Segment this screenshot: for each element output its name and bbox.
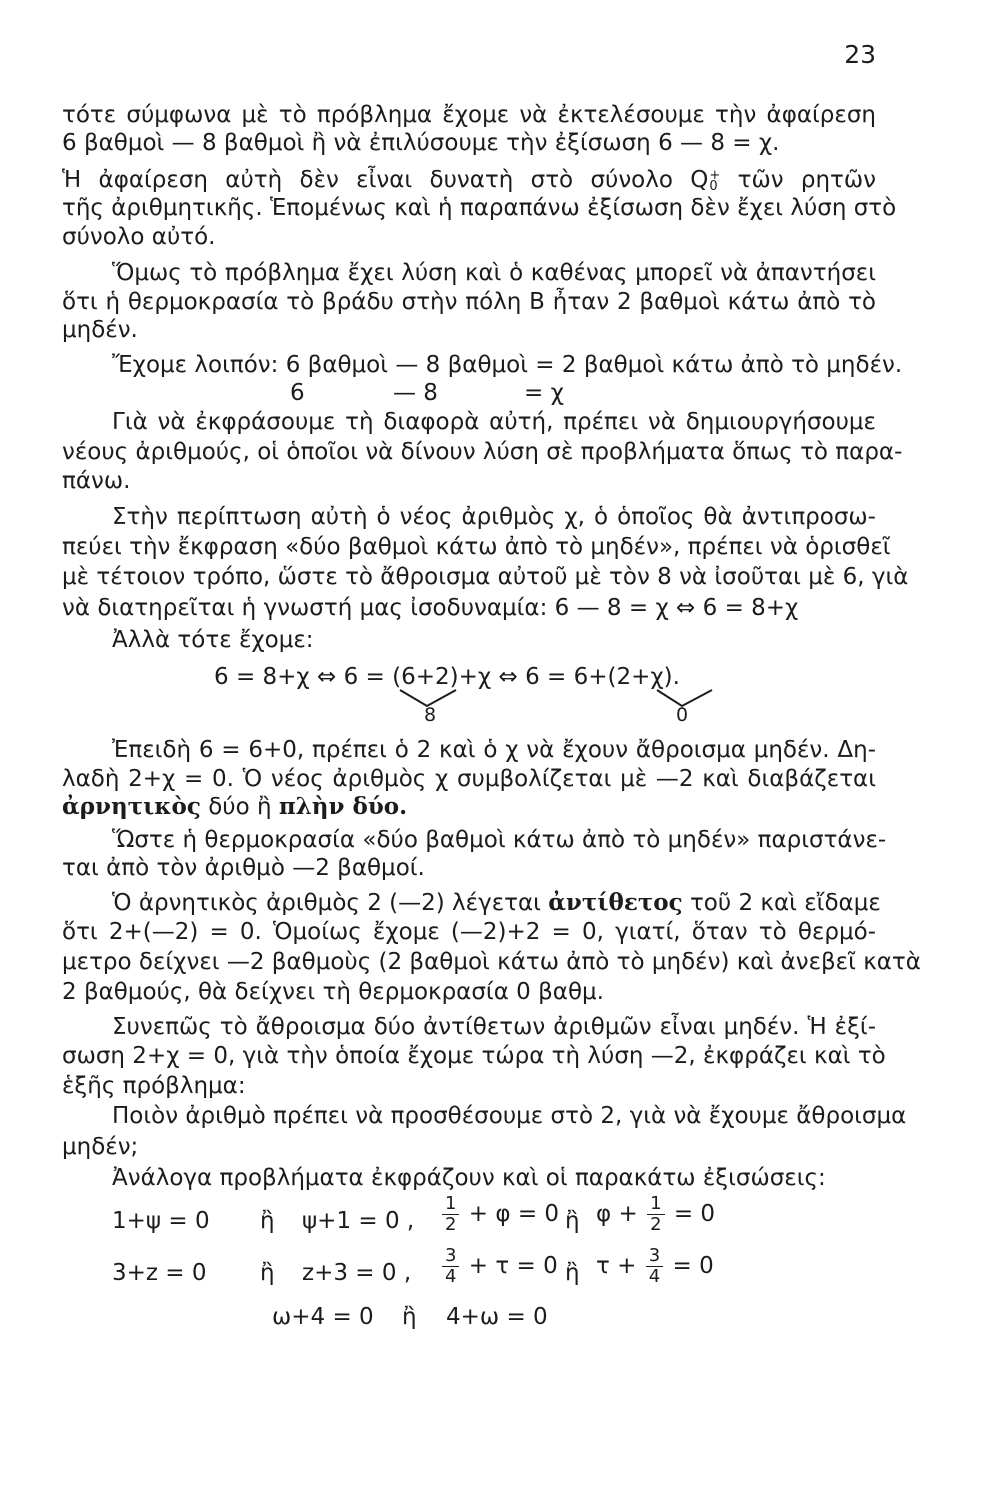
text-line: ὅτι ἡ θερμοκρασία τὸ βράδυ στὴν πόλη Β ἦταν 2 βαθμοὶ κάτω ἀπὸ τὸ (62, 289, 876, 315)
text-line: Ἀλλὰ τότε ἔχομε: (112, 627, 314, 653)
text-line: 2 βαθμούς, θὰ δείχνει τὴ θερμοκρασία 0 βαθμ. (62, 979, 604, 1005)
text-line: τῆς ἀριθμητικῆς. Ἑπομένως καὶ ἡ παραπάνω ἐξίσωση δὲν ἔχει λύση στὸ (62, 195, 897, 221)
equation-tail: = 0 (672, 1253, 714, 1279)
text-line: Γιὰ νὰ ἐκφράσουμε τὴ διαφορὰ αὐτή, πρέπει νὰ δημιουργήσουμε (112, 409, 876, 435)
numerator: 3 (442, 1246, 459, 1267)
equation-tail: + τ = 0 (468, 1253, 558, 1279)
text-line: ται ἀπὸ τὸν ἀριθμὸ —2 βαθμοί. (62, 855, 425, 881)
text-line: πάνω. (62, 468, 131, 494)
text-line: μὲ τέτοιον τρόπο, ὥστε τὸ ἄθροισμα αὐτοῦ μὲ τὸν 8 νὰ ἰσοῦται μὲ 6, γιὰ (62, 564, 909, 590)
text-line: μετρο δείχνει —2 βαθμοὺς (2 βαθμοὶ κάτω ἀπὸ τὸ μηδέν) καὶ ἀνεβεῖ κατὰ (62, 949, 921, 975)
equation: 1+ψ = 0 (112, 1208, 210, 1234)
equation: 3+z = 0 (112, 1260, 207, 1286)
fraction (442, 1246, 459, 1287)
text-line: Ἔχομε λοιπόν: 6 βαθμοὶ — 8 βαθμοὶ = 2 βαθμοὶ κάτω ἀπὸ τὸ μηδέν. (112, 352, 903, 378)
equation-term: — 8 (393, 380, 438, 406)
text-line: Στὴν περίπτωση αὐτὴ ὁ νέος ἀριθμὸς χ, ὁ ὁποῖος θὰ ἀντιπροσω- (112, 504, 876, 530)
or-word: ἢ (260, 1208, 275, 1234)
text-line: λαδὴ 2+χ = 0. Ὁ νέος ἀριθμὸς χ συμβολίζεται μὲ —2 καὶ διαβάζεται (62, 766, 876, 792)
text-line: Ὅμως τὸ πρόβλημα ἔχει λύση καὶ ὁ καθένας μπορεῖ νὰ ἀπαντήσει (112, 260, 876, 286)
set-letter: Q (690, 167, 709, 193)
denominator: 4 (445, 1266, 457, 1287)
denominator: 4 (648, 1266, 661, 1287)
text-line: Ποιὸν ἀριθμὸ πρέπει νὰ προσθέσουμε στὸ 2, γιὰ νὰ ἔχουμε ἄθροισμα (112, 1103, 907, 1129)
equation: ω+4 = 0 (272, 1304, 374, 1330)
equation-line: 6 = 8+χ ⇔ 6 = (6+2)+χ ⇔ 6 = 6+(2+χ). (214, 664, 680, 690)
denominator: 2 (445, 1214, 457, 1235)
equation (596, 1194, 715, 1235)
text-line: σύνολο αὐτό. (62, 224, 216, 250)
text-line: μηδέν. (62, 317, 138, 343)
text-fragment: Ὁ ἀρνητικὸς ἀριθμὸς 2 (—2) λέγεται (112, 890, 541, 916)
or-word: ἢ (565, 1208, 580, 1234)
denominator: 2 (650, 1214, 662, 1235)
equation-head: τ + (596, 1253, 637, 1279)
numerator: 3 (646, 1246, 663, 1267)
set-superscript: + (709, 167, 721, 183)
equation (440, 1246, 558, 1287)
text-line: σωση 2+χ = 0, γιὰ τὴν ὁποία ἔχομε τώρα τὴ λύση —2, ἐκφράζει καὶ τὸ (62, 1043, 886, 1069)
text-fragment: δύο ἢ (208, 794, 272, 820)
equation-term: 6 (290, 380, 305, 406)
equation-head: φ + (596, 1201, 638, 1227)
equation-term: = χ (524, 380, 564, 406)
text-line: Ὥστε ἡ θερμοκρασία «δύο βαθμοὶ κάτω ἀπὸ τὸ μηδέν» παριστάνε- (112, 827, 887, 853)
fraction (646, 1246, 663, 1287)
text-line: πεύει τὴν ἔκφραση «δύο βαθμοὶ κάτω ἀπὸ τὸ μηδέν», πρέπει νὰ ὁρισθεῖ (62, 534, 891, 560)
text-line: 6 βαθμοὶ — 8 βαθμοὶ ἢ νὰ ἐπιλύσουμε τὴν ἐξίσωση 6 — 8 = χ. (62, 130, 780, 156)
text-line: νὰ διατηρεῖται ἡ γνωστή μας ἰσοδυναμία: 6 — 8 = χ ⇔ 6 = 8+χ (62, 595, 799, 621)
text-line: Συνεπῶς τὸ ἄθροισμα δύο ἀντίθετων ἀριθμῶν εἶναι μηδέν. Ἡ ἐξί- (112, 1014, 876, 1040)
equation-tail: = 0 (673, 1201, 716, 1227)
equation: 4+ω = 0 (446, 1304, 548, 1330)
brace-label: 8 (424, 704, 437, 726)
or-word: ἢ (402, 1304, 417, 1330)
text-line (112, 888, 881, 918)
numerator: 1 (647, 1194, 664, 1215)
text-line: νέους ἀριθμούς, οἱ ὁποῖοι νὰ δίνουν λύση σὲ προβλήματα ὅπως τὸ παρα- (62, 439, 903, 465)
text-fragment: τῶν ρητῶν (737, 167, 877, 193)
text-fragment: Ἡ ἀφαίρεση αὐτὴ δὲν εἶναι δυνατὴ στὸ σύνολο (62, 167, 673, 193)
set-subscript: 0 (709, 178, 718, 194)
text-line: Ἐπειδὴ 6 = 6+0, πρέπει ὁ 2 καὶ ὁ χ νὰ ἔχουν ἄθροισμα μηδέν. Δη- (112, 737, 876, 763)
text-line: τότε σύμφωνα μὲ τὸ πρόβλημα ἔχομε νὰ ἐκτελέσουμε τὴν ἀφαίρεση (62, 102, 876, 128)
or-word: ἢ (565, 1260, 580, 1286)
text-line: ἑξῆς πρόβλημα: (62, 1073, 246, 1099)
text-line (62, 165, 876, 195)
set-symbol-q0-plus (690, 167, 737, 193)
equation: ψ+1 = 0 , (302, 1208, 415, 1234)
text-line: Ἀνάλογα προβλήματα ἐκφράζουν καὶ οἱ παρακάτω ἐξισώσεις: (112, 1165, 826, 1191)
equation-tail: + φ = 0 (468, 1201, 560, 1227)
brace-label: 0 (676, 704, 689, 726)
text-line: μηδέν; (62, 1134, 139, 1160)
text-line: ὅτι 2+(—2) = 0. Ὁμοίως ἔχομε (—2)+2 = 0, γιατί, ὅταν τὸ θερμό- (62, 919, 876, 945)
or-word: ἢ (260, 1260, 275, 1286)
equation (596, 1246, 714, 1287)
bold-term: πλὴν δύο. (278, 793, 408, 820)
equation: z+3 = 0 , (302, 1260, 412, 1286)
fraction (442, 1194, 459, 1235)
fraction (647, 1194, 664, 1235)
bold-term: ἀντίθετος (548, 889, 683, 916)
page-number: 23 (844, 40, 876, 69)
text-line (62, 792, 407, 822)
text-fragment: τοῦ 2 καὶ εἴδαμε (689, 890, 881, 916)
numerator: 1 (442, 1194, 459, 1215)
bold-term: ἀρνητικὸς (62, 793, 201, 820)
equation (440, 1194, 559, 1235)
